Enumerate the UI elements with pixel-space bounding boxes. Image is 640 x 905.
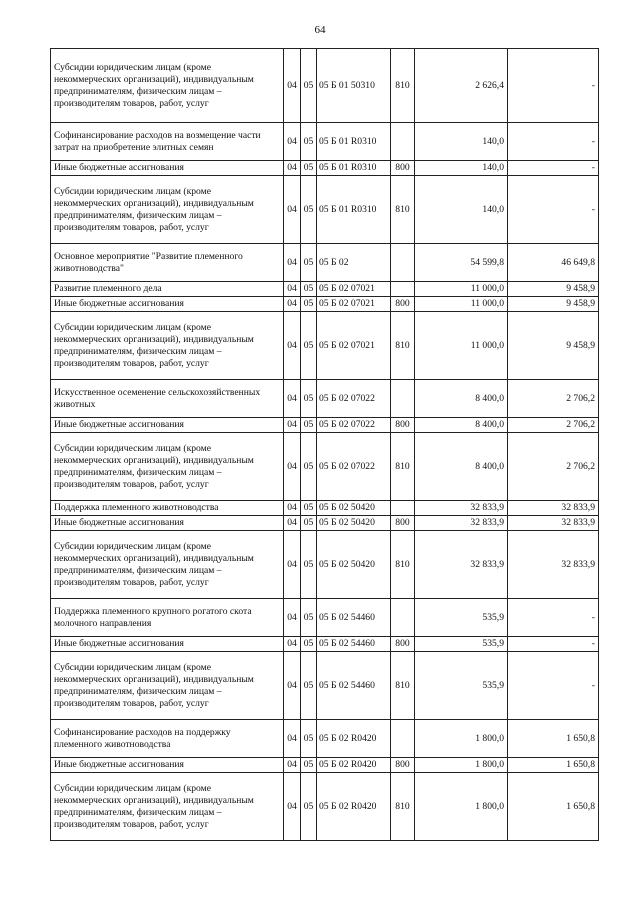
row-vr — [391, 501, 415, 516]
row-pr: 05 — [301, 501, 317, 516]
row-rz: 04 — [284, 516, 301, 531]
row-pr: 05 — [301, 433, 317, 501]
table-row — [51, 176, 599, 244]
row-sum1: 11 000,0 — [415, 312, 508, 380]
row-sum1: 32 833,9 — [415, 501, 508, 516]
row-sum1: 1 800,0 — [415, 758, 508, 773]
row-name: Иные бюджетные ассигнования — [51, 516, 284, 531]
table-row — [51, 652, 599, 720]
row-sum1: 2 626,4 — [415, 49, 508, 123]
row-rz: 04 — [284, 433, 301, 501]
row-rz: 04 — [284, 652, 301, 720]
row-name: Иные бюджетные ассигнования — [51, 758, 284, 773]
table-row — [51, 312, 599, 380]
row-rz: 04 — [284, 282, 301, 297]
row-vr: 800 — [391, 297, 415, 312]
row-pr: 05 — [301, 652, 317, 720]
row-pr: 05 — [301, 720, 317, 758]
row-csr: 05 Б 02 07021 — [317, 312, 391, 380]
row-sum2: - — [508, 637, 599, 652]
row-rz: 04 — [284, 380, 301, 418]
row-vr: 810 — [391, 176, 415, 244]
row-sum2: - — [508, 161, 599, 176]
row-sum2: - — [508, 123, 599, 161]
row-csr: 05 Б 01 R0310 — [317, 161, 391, 176]
row-vr: 800 — [391, 637, 415, 652]
row-vr — [391, 380, 415, 418]
row-pr: 05 — [301, 244, 317, 282]
row-pr: 05 — [301, 531, 317, 599]
row-sum2: 32 833,9 — [508, 531, 599, 599]
row-vr: 810 — [391, 433, 415, 501]
table-body — [51, 49, 599, 841]
row-name: Основное мероприятие "Развитие племенного животноводства" — [51, 244, 284, 282]
row-sum1: 32 833,9 — [415, 516, 508, 531]
row-sum1: 54 599,8 — [415, 244, 508, 282]
row-sum1: 1 800,0 — [415, 720, 508, 758]
table-row — [51, 244, 599, 282]
table-row — [51, 161, 599, 176]
row-pr: 05 — [301, 49, 317, 123]
row-sum1: 32 833,9 — [415, 531, 508, 599]
row-pr: 05 — [301, 758, 317, 773]
row-sum2: - — [508, 49, 599, 123]
row-sum2: 32 833,9 — [508, 501, 599, 516]
budget-table — [50, 48, 599, 841]
row-pr: 05 — [301, 282, 317, 297]
row-name: Субсидии юридическим лицам (кроме некоммерческих организаций), индивидуальным предпринимателям, физическим лицам – производителям товаров, работ, услуг — [51, 312, 284, 380]
row-pr: 05 — [301, 516, 317, 531]
row-sum2: - — [508, 652, 599, 720]
row-name: Субсидии юридическим лицам (кроме некоммерческих организаций), индивидуальным предпринимателям, физическим лицам – производителям товаров, работ, услуг — [51, 652, 284, 720]
row-name: Поддержка племенного животноводства — [51, 501, 284, 516]
row-pr: 05 — [301, 312, 317, 380]
row-sum1: 535,9 — [415, 652, 508, 720]
row-csr: 05 Б 01 R0310 — [317, 123, 391, 161]
row-sum1: 11 000,0 — [415, 297, 508, 312]
row-pr: 05 — [301, 380, 317, 418]
row-csr: 05 Б 02 54460 — [317, 599, 391, 637]
row-pr: 05 — [301, 297, 317, 312]
row-sum2: 32 833,9 — [508, 516, 599, 531]
row-sum2: 9 458,9 — [508, 282, 599, 297]
row-vr: 810 — [391, 652, 415, 720]
row-vr: 810 — [391, 531, 415, 599]
row-rz: 04 — [284, 123, 301, 161]
row-rz: 04 — [284, 531, 301, 599]
row-vr: 800 — [391, 418, 415, 433]
row-csr: 05 Б 02 50420 — [317, 516, 391, 531]
row-rz: 04 — [284, 599, 301, 637]
row-csr: 05 Б 02 07022 — [317, 433, 391, 501]
table-row — [51, 433, 599, 501]
row-sum2: 2 706,2 — [508, 433, 599, 501]
table-row — [51, 123, 599, 161]
table-row — [51, 599, 599, 637]
row-rz: 04 — [284, 161, 301, 176]
row-name: Иные бюджетные ассигнования — [51, 637, 284, 652]
row-pr: 05 — [301, 176, 317, 244]
row-csr: 05 Б 02 R0420 — [317, 720, 391, 758]
row-sum1: 8 400,0 — [415, 380, 508, 418]
table-row — [51, 282, 599, 297]
row-vr — [391, 282, 415, 297]
row-sum1: 140,0 — [415, 161, 508, 176]
table-row — [51, 501, 599, 516]
row-csr: 05 Б 02 07022 — [317, 418, 391, 433]
row-vr — [391, 599, 415, 637]
row-rz: 04 — [284, 418, 301, 433]
page-number: 64 — [314, 24, 326, 36]
table-row — [51, 418, 599, 433]
row-name: Субсидии юридическим лицам (кроме некоммерческих организаций), индивидуальным предпринимателям, физическим лицам – производителям товаров, работ, услуг — [51, 433, 284, 501]
row-name: Субсидии юридическим лицам (кроме некоммерческих организаций), индивидуальным предпринимателям, физическим лицам – производителям товаров, работ, услуг — [51, 773, 284, 841]
row-csr: 05 Б 02 R0420 — [317, 758, 391, 773]
row-sum2: 9 458,9 — [508, 312, 599, 380]
row-csr: 05 Б 02 R0420 — [317, 773, 391, 841]
row-csr: 05 Б 02 — [317, 244, 391, 282]
row-name: Субсидии юридическим лицам (кроме некоммерческих организаций), индивидуальным предпринимателям, физическим лицам – производителям товаров, работ, услуг — [51, 531, 284, 599]
row-name: Субсидии юридическим лицам (кроме некоммерческих организаций), индивидуальным предпринимателям, физическим лицам – производителям товаров, работ, услуг — [51, 49, 284, 123]
row-rz: 04 — [284, 637, 301, 652]
row-sum1: 140,0 — [415, 176, 508, 244]
row-csr: 05 Б 02 07021 — [317, 297, 391, 312]
row-pr: 05 — [301, 773, 317, 841]
row-sum2: - — [508, 599, 599, 637]
row-csr: 05 Б 01 50310 — [317, 49, 391, 123]
row-sum1: 1 800,0 — [415, 773, 508, 841]
row-sum1: 535,9 — [415, 599, 508, 637]
row-rz: 04 — [284, 297, 301, 312]
row-sum2: 9 458,9 — [508, 297, 599, 312]
row-csr: 05 Б 02 54460 — [317, 652, 391, 720]
table-row — [51, 773, 599, 841]
row-pr: 05 — [301, 599, 317, 637]
row-rz: 04 — [284, 720, 301, 758]
row-vr: 800 — [391, 758, 415, 773]
row-sum1: 8 400,0 — [415, 433, 508, 501]
table-row — [51, 297, 599, 312]
row-rz: 04 — [284, 49, 301, 123]
row-vr: 810 — [391, 49, 415, 123]
row-csr: 05 Б 02 07022 — [317, 380, 391, 418]
row-sum2: - — [508, 176, 599, 244]
row-rz: 04 — [284, 501, 301, 516]
row-pr: 05 — [301, 123, 317, 161]
table-row — [51, 758, 599, 773]
row-name: Иные бюджетные ассигнования — [51, 161, 284, 176]
row-rz: 04 — [284, 773, 301, 841]
row-vr: 800 — [391, 161, 415, 176]
row-vr: 810 — [391, 773, 415, 841]
row-sum1: 535,9 — [415, 637, 508, 652]
row-csr: 05 Б 02 54460 — [317, 637, 391, 652]
row-rz: 04 — [284, 312, 301, 380]
row-name: Поддержка племенного крупного рогатого скота молочного направления — [51, 599, 284, 637]
row-csr: 05 Б 01 R0310 — [317, 176, 391, 244]
row-name: Софинансирование расходов на поддержку племенного животноводства — [51, 720, 284, 758]
row-pr: 05 — [301, 637, 317, 652]
row-name: Развитие племенного дела — [51, 282, 284, 297]
row-name: Иные бюджетные ассигнования — [51, 297, 284, 312]
row-sum1: 140,0 — [415, 123, 508, 161]
row-vr: 800 — [391, 516, 415, 531]
row-csr: 05 Б 02 50420 — [317, 501, 391, 516]
table-row — [51, 720, 599, 758]
table-row — [51, 49, 599, 123]
row-name: Софинансирование расходов на возмещение части затрат на приобретение элитных семян — [51, 123, 284, 161]
row-pr: 05 — [301, 418, 317, 433]
row-vr: 810 — [391, 312, 415, 380]
row-sum2: 1 650,8 — [508, 720, 599, 758]
row-rz: 04 — [284, 244, 301, 282]
table-row — [51, 637, 599, 652]
row-sum2: 2 706,2 — [508, 380, 599, 418]
row-sum1: 11 000,0 — [415, 282, 508, 297]
row-sum2: 1 650,8 — [508, 758, 599, 773]
row-pr: 05 — [301, 161, 317, 176]
row-name: Искусственное осеменение сельскохозяйственных животных — [51, 380, 284, 418]
row-vr — [391, 720, 415, 758]
row-csr: 05 Б 02 50420 — [317, 531, 391, 599]
row-sum2: 46 649,8 — [508, 244, 599, 282]
row-rz: 04 — [284, 758, 301, 773]
table-row — [51, 531, 599, 599]
row-vr — [391, 123, 415, 161]
row-vr — [391, 244, 415, 282]
table-row — [51, 516, 599, 531]
row-name: Субсидии юридическим лицам (кроме некоммерческих организаций), индивидуальным предпринимателям, физическим лицам – производителям товаров, работ, услуг — [51, 176, 284, 244]
row-name: Иные бюджетные ассигнования — [51, 418, 284, 433]
row-sum2: 2 706,2 — [508, 418, 599, 433]
row-sum2: 1 650,8 — [508, 773, 599, 841]
row-csr: 05 Б 02 07021 — [317, 282, 391, 297]
table-row — [51, 380, 599, 418]
row-sum1: 8 400,0 — [415, 418, 508, 433]
row-rz: 04 — [284, 176, 301, 244]
